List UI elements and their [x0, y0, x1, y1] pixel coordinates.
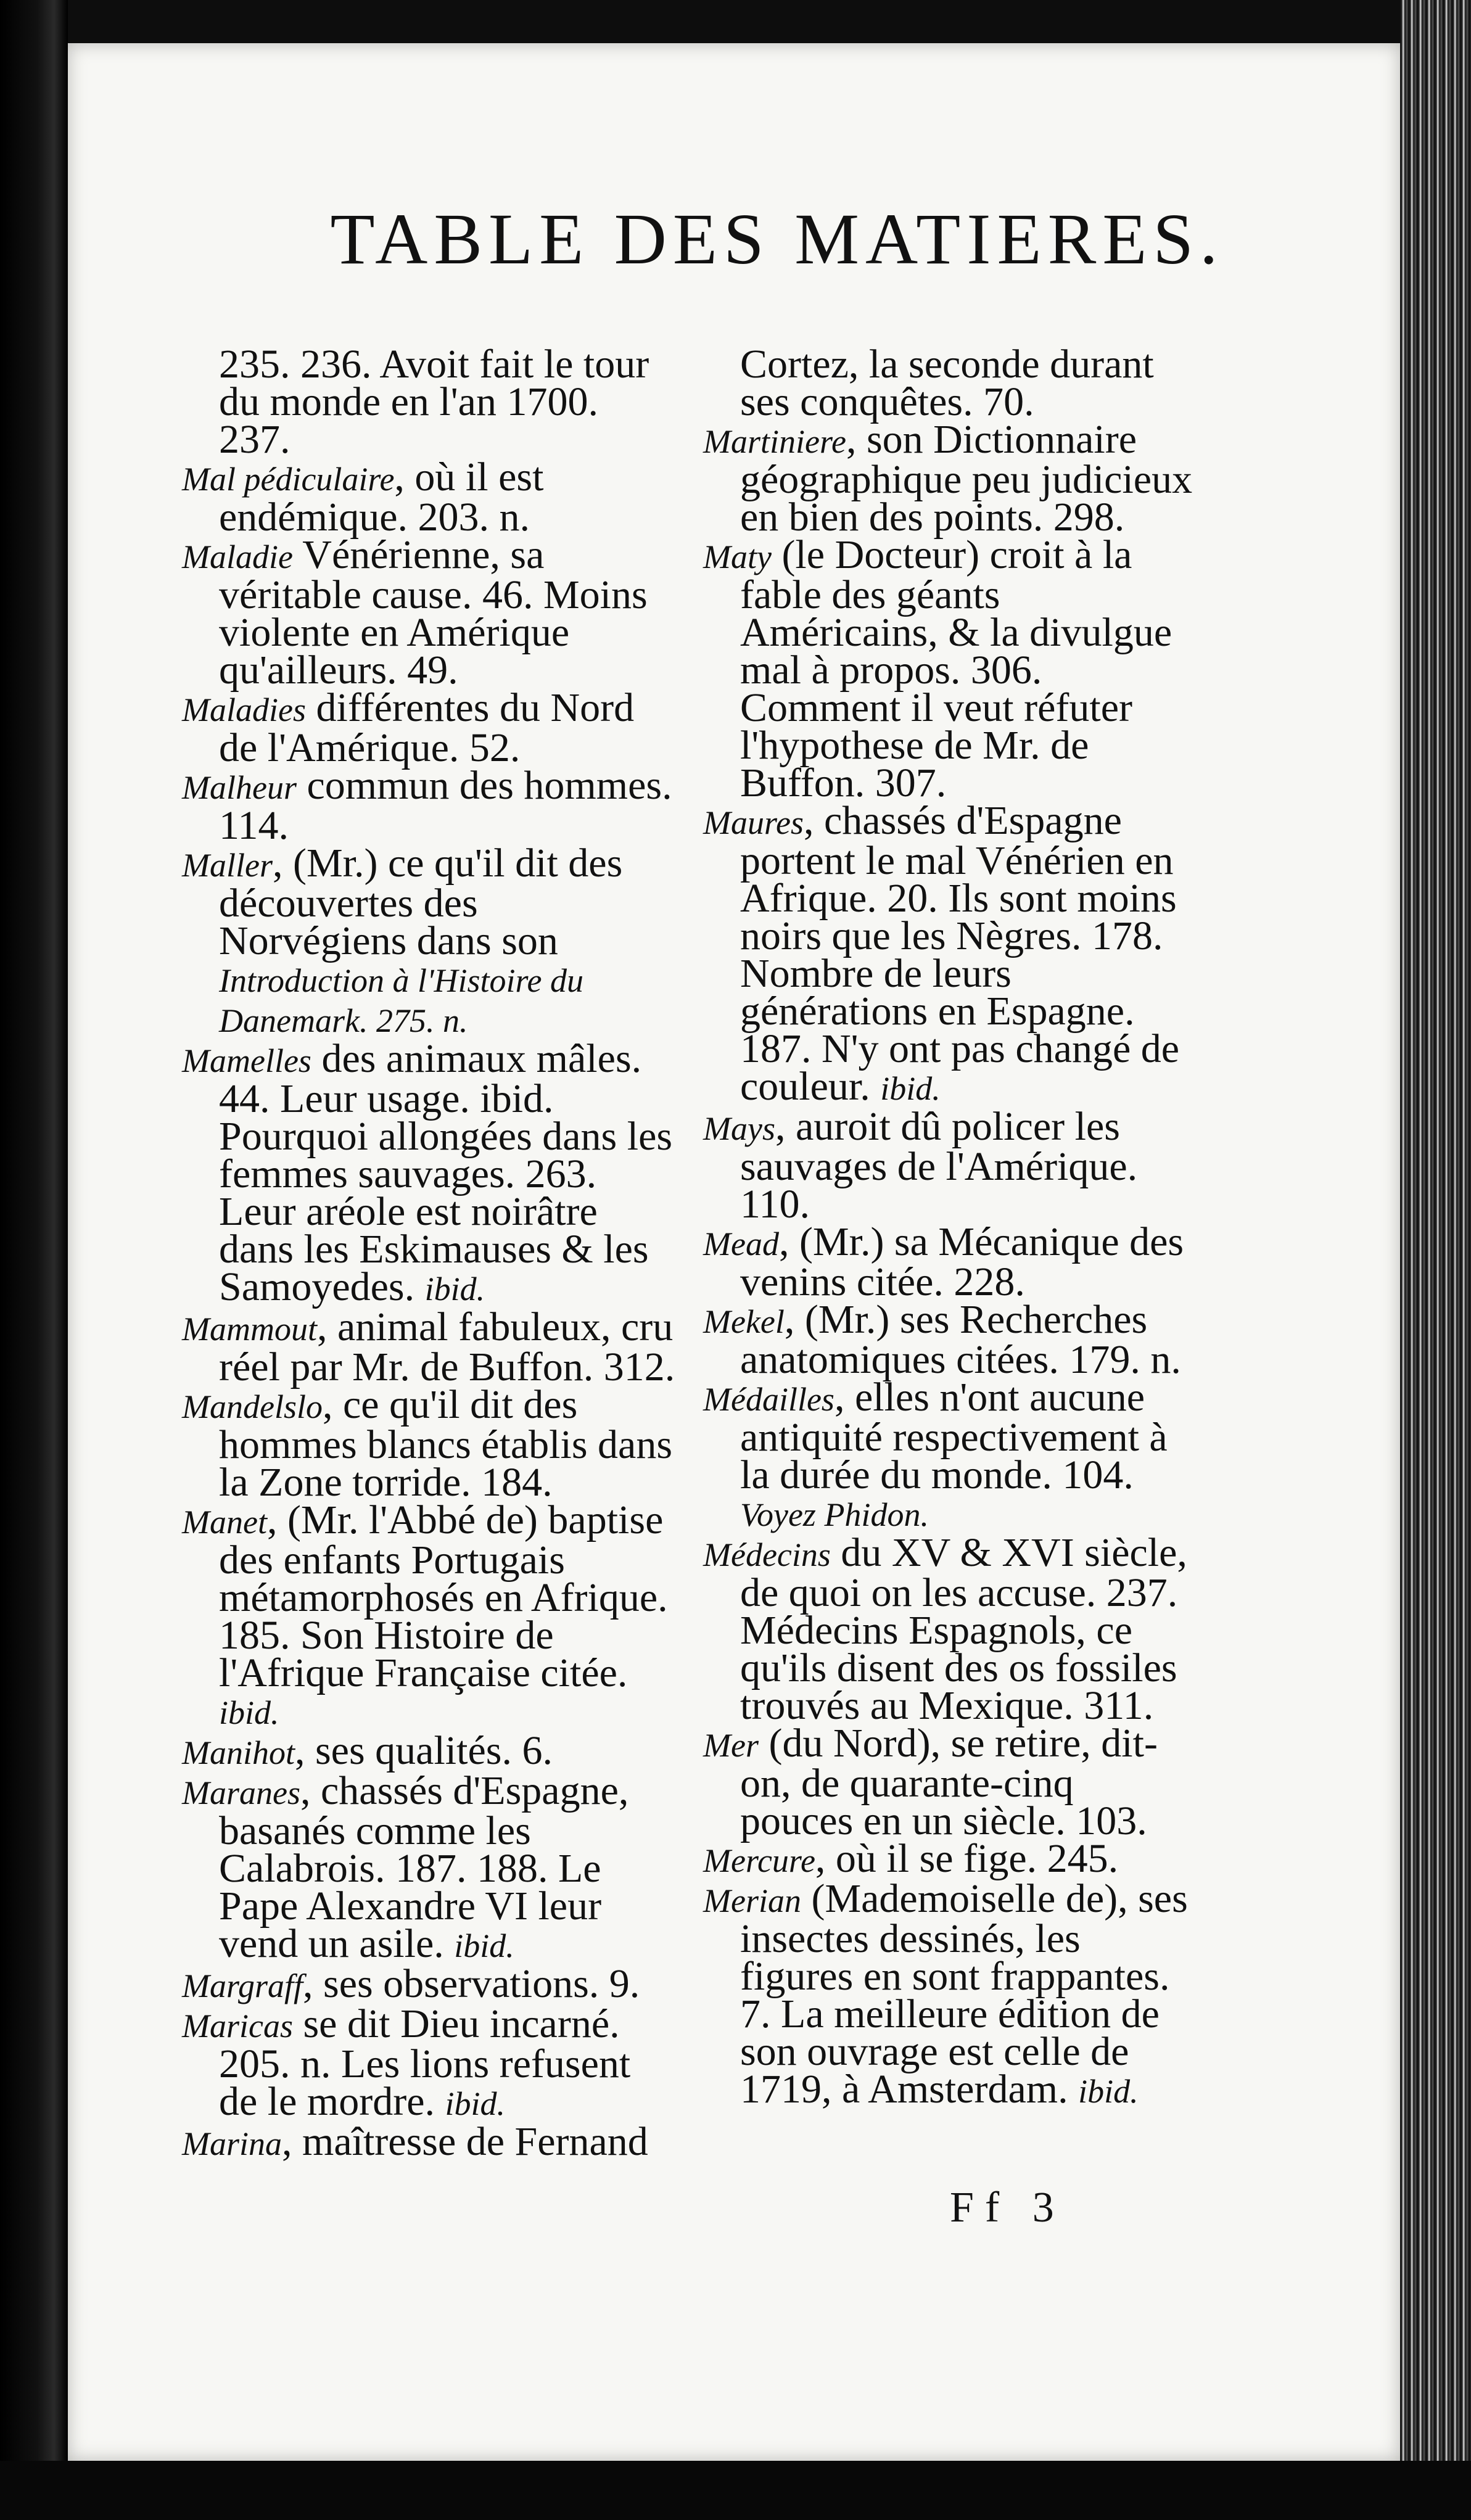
- index-entry-keyword: Mer: [703, 1727, 759, 1764]
- index-entry: [182, 1768, 675, 1966]
- index-entry-keyword: Maty: [703, 538, 772, 575]
- index-entry-text: (le Docteur) croit à la fable des géants Américains, & la divulgue mal à propos. 306. Comment il veut réfuter l'hypothese de Mr. de Buffon. 307.: [740, 532, 1172, 805]
- index-entry-keyword: Mercure: [703, 1842, 815, 1879]
- index-entry: [182, 455, 675, 540]
- book-page-edges: [1400, 0, 1471, 2520]
- index-entry: [703, 1530, 1197, 1728]
- index-entry-keyword: Maricas: [182, 2007, 293, 2044]
- index-entry-reference: ibid.: [1078, 2073, 1139, 2110]
- index-entry-text: , (Mr.) sa Mécanique des venins citée. 228.: [740, 1219, 1184, 1304]
- index-entry-text: différentes du Nord de l'Amérique. 52.: [219, 685, 635, 770]
- index-entry: [182, 342, 675, 462]
- index-entry-keyword: Maranes: [182, 1774, 300, 1811]
- page-title: TABLE DES MATIERES.: [330, 199, 1224, 279]
- index-entry: [703, 532, 1197, 805]
- index-entry-text: , (Mr.) ce qu'il dit des découvertes des Norvégiens dans son: [219, 841, 623, 963]
- index-entry: [703, 1104, 1197, 1227]
- index-entry-text: 235. 236. Avoit fait le tour du monde en l'an 1700. 237.: [219, 342, 649, 462]
- index-entry-text: , son Dictionnaire géographique peu judicieux en bien des points. 298.: [740, 417, 1193, 540]
- index-entry: [182, 1961, 675, 2006]
- index-entry-text: , ses qualités. 6.: [295, 1728, 553, 1773]
- index-entry: [182, 2001, 675, 2124]
- index-entry-reference: Voyez Phidon.: [740, 1496, 929, 1533]
- index-entry-keyword: Mamelles: [182, 1042, 311, 1079]
- index-entry-keyword: Margraff: [182, 1967, 303, 2004]
- index-entry-text: , (Mr. l'Abbé de) baptise des enfants Portugais métamorphosés en Afrique. 185. Son Histoire de l'Afrique Française citée.: [219, 1497, 668, 1695]
- index-entry: [703, 1876, 1197, 2112]
- index-entry: [182, 1497, 675, 1732]
- index-entry: [703, 1836, 1197, 1881]
- index-entry-keyword: Médailles: [703, 1381, 834, 1418]
- index-entry-keyword: Marina: [182, 2125, 282, 2162]
- index-entry-text: commun des hommes. 114.: [219, 763, 672, 848]
- index-entry: [703, 798, 1197, 1109]
- index-column-right: [703, 342, 1197, 2112]
- index-entry-keyword: Mandelslo: [182, 1388, 323, 1425]
- index-entry: [182, 2119, 675, 2164]
- index-entry-text: (du Nord), se retire, dit-on, de quarante-cinq pouces en un siècle. 103.: [740, 1721, 1158, 1843]
- index-entry: [703, 1375, 1197, 1534]
- index-entry-keyword: Merian: [703, 1882, 801, 1919]
- signature-mark: Ff 3: [950, 2184, 1065, 2231]
- index-entry-keyword: Malheur: [182, 769, 297, 806]
- index-entry-keyword: Mekel: [703, 1303, 785, 1340]
- index-entry: [182, 1304, 675, 1390]
- index-entry-text: , elles n'ont aucune antiquité respectivement à la durée du monde. 104.: [740, 1375, 1168, 1497]
- index-entry-keyword: Manihot: [182, 1734, 295, 1771]
- index-entry-text: , chassés d'Espagne portent le mal Vénérien en Afrique. 20. Ils sont moins noirs que les Nègres. 178. Nombre de leurs générations en Espagne. 187. N'y ont pas changé de couleur.: [740, 798, 1180, 1109]
- index-entry-keyword: Maller: [182, 847, 273, 884]
- index-entry-keyword: Mead: [703, 1225, 779, 1262]
- index-entry-keyword: Maladies: [182, 691, 306, 728]
- index-entry-text: , chassés d'Espagne, basanés comme les Calabrois. 187. 188. Le Pape Alexandre VI leur vend un asile.: [219, 1768, 629, 1966]
- index-entry: [703, 342, 1197, 424]
- index-entry: [703, 1219, 1197, 1304]
- index-entry-reference: ibid.: [454, 1927, 514, 1964]
- index-entry: [182, 763, 675, 848]
- index-entry-text: , ce qu'il dit des hommes blancs établis dans la Zone torride. 184.: [219, 1382, 673, 1505]
- index-entry-reference: ibid.: [424, 1270, 485, 1307]
- index-entry-text: , (Mr.) ses Recherches anatomiques citées. 179. n.: [740, 1297, 1181, 1382]
- index-entry-reference: Introduction à l'Histoire du Danemark. 275. n.: [219, 962, 584, 1039]
- index-entry-reference: ibid.: [219, 1694, 279, 1731]
- index-entry: [703, 1297, 1197, 1382]
- index-entry-keyword: Maladie: [182, 538, 293, 575]
- index-column-left: [182, 342, 675, 2164]
- index-entry-keyword: Martiniere: [703, 423, 846, 460]
- index-entry-text: se dit Dieu incarné. 205. n. Les lions refusent de le mordre.: [219, 2001, 631, 2124]
- index-entry-keyword: Maures: [703, 804, 804, 841]
- index-entry: [182, 841, 675, 1040]
- index-entry-text: Vénérienne, sa véritable cause. 46. Moins violente en Amérique qu'ailleurs. 49.: [219, 532, 648, 693]
- index-entry-text: , animal fabuleux, cru réel par Mr. de Buffon. 312.: [219, 1304, 675, 1390]
- index-entry-text: , ses observations. 9.: [303, 1961, 640, 2006]
- index-entry-text: , auroit dû policer les sauvages de l'Amérique. 110.: [740, 1104, 1138, 1227]
- index-entry-reference: ibid.: [880, 1070, 941, 1107]
- index-entry-text: , où il est endémique. 203. n.: [219, 455, 544, 540]
- index-entry-keyword: Médecins: [703, 1536, 831, 1573]
- book-gutter-shadow: [0, 0, 68, 2520]
- index-entry: [182, 1728, 675, 1773]
- index-entry-keyword: Mammout: [182, 1311, 317, 1348]
- index-entry-text: des animaux mâles. 44. Leur usage. ibid. Pourquoi allongées dans les femmes sauvages. 263. Leur aréole est noirâtre dans les Eskimauses & les Samoyedes.: [219, 1036, 673, 1309]
- book-page: [68, 43, 1400, 2461]
- index-entry: [703, 1721, 1197, 1843]
- index-entry-keyword: Mays: [703, 1110, 775, 1147]
- index-entry-text: , maîtresse de Fernand: [282, 2119, 648, 2164]
- index-entry-keyword: Mal pédiculaire: [182, 461, 395, 498]
- index-entry-text: du XV & XVI siècle, de quoi on les accuse. 237. Médecins Espagnols, ce qu'ils disent des os fossiles trouvés au Mexique. 311.: [740, 1530, 1187, 1728]
- index-entry: [182, 1036, 675, 1309]
- index-entry-text: , où il se fige. 245.: [815, 1836, 1119, 1881]
- index-entry-text: Cortez, la seconde durant ses conquêtes. 70.: [740, 342, 1154, 424]
- index-entry-reference: ibid.: [445, 2085, 506, 2122]
- index-entry: [182, 532, 675, 693]
- index-entry: [182, 1382, 675, 1505]
- index-entry-keyword: Manet: [182, 1504, 267, 1541]
- index-entry: [703, 417, 1197, 540]
- index-entry-text: (Mademoiselle de), ses insectes dessinés, les figures en sont frappantes. 7. La meilleure édition de son ouvrage est celle de 1719, à Amsterdam.: [740, 1876, 1188, 2112]
- scan-bottom-border: [0, 2461, 1471, 2520]
- index-entry: [182, 685, 675, 770]
